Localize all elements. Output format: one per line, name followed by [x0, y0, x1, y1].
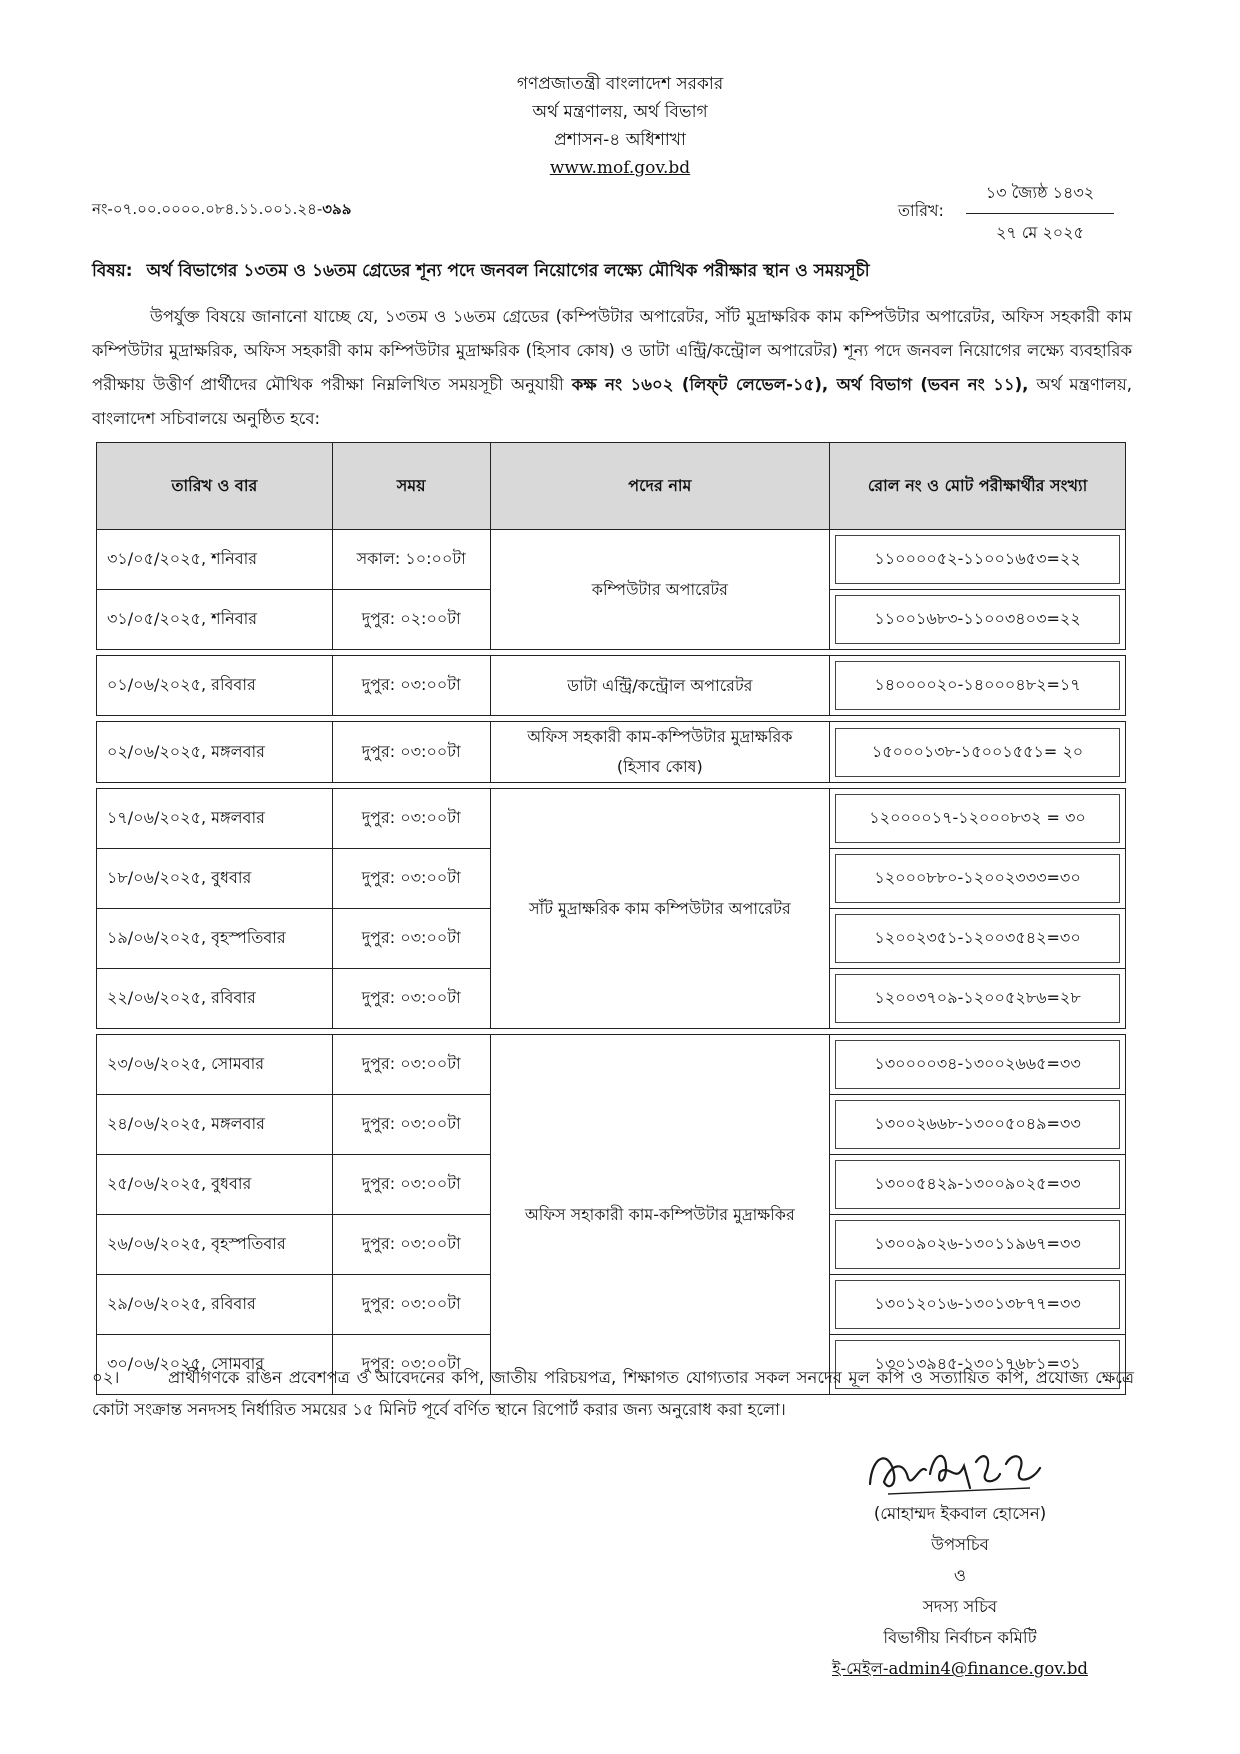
cell-date: ০১/০৬/২০২৫, রবিবার [97, 656, 333, 716]
cell-time: সকাল: ১০:০০টা [332, 530, 490, 590]
cell-time: দুপুর: ০৩:০০টা [332, 789, 490, 849]
table-row [97, 789, 1126, 849]
roll-range: ১২০০৩৭০৯-১২০০৫২৮৬=২৮ [835, 974, 1120, 1023]
cell-time: দুপুর: ০৩:০০টা [332, 656, 490, 716]
cell-roll [830, 722, 1126, 783]
note-paragraph [92, 1362, 1134, 1426]
roll-range: ১৩০০৫৪২৯-১৩০০৯০২৫=৩৩ [835, 1160, 1120, 1209]
roll-range: ১১০০১৬৮৩-১১০০৩৪০৩=২২ [835, 595, 1120, 644]
cell-time: দুপুর: ০৩:০০টা [332, 1095, 490, 1155]
roll-range: ১৪০০০০২০-১৪০০০৪৮২=১৭ [835, 661, 1120, 710]
government-name: গণপ্রজাতন্ত্রী বাংলাদেশ সরকার [516, 74, 724, 94]
cell-time: দুপুর: ০৩:০০টা [332, 1275, 490, 1335]
cell-roll [830, 656, 1126, 716]
cell-date: ৩০/০৬/২০২৫, সোমবার [97, 1335, 333, 1395]
signatory-title: উপসচিব [931, 1535, 989, 1554]
date-english: ২৭ মে ২০২৫ [996, 223, 1084, 242]
subject-label: বিষয়: [92, 261, 133, 281]
table-row [97, 722, 1126, 783]
table-row [97, 656, 1126, 716]
cell-time: দুপুর: ০৩:০০টা [332, 1155, 490, 1215]
body-tail: অর্থ মন্ত্রণালয়, বাংলাদেশ সচিবালয়ে অনুষ্ঠিত হবে: [92, 375, 1133, 428]
roll-range: ১৩০০০০৩৪-১৩০০২৬৬৫=৩৩ [835, 1040, 1120, 1089]
signatory-name: (মোহাম্মদ ইকবাল হোসেন) [873, 1504, 1047, 1523]
cell-date: ১৮/০৬/২০২৫, বুধবার [97, 849, 333, 909]
cell-roll [830, 590, 1126, 650]
venue-text: কক্ষ নং ১৬০২ (লিফ্‌ট লেভেল-১৫), অর্থ বিভাগ (ভবন নং ১১), [571, 375, 1029, 394]
cell-roll [830, 789, 1126, 849]
header-post: পদের নাম [490, 443, 830, 530]
roll-range: ১২০০০৮৮০-১২০০২৩৩৩=৩০ [835, 854, 1120, 903]
email-link[interactable]: ই-মেইল-admin4@finance.gov.bd [832, 1659, 1088, 1678]
cell-post: সাঁট মুদ্রাক্ষরিক কাম কম্পিউটার অপারেটর [490, 789, 830, 1029]
memo-serial: ৩৯৯ [322, 200, 352, 218]
cell-date: ২৬/০৬/২০২৫, বৃহস্পতিবার [97, 1215, 333, 1275]
cell-roll [830, 1215, 1126, 1275]
cell-date: ২৯/০৬/২০২৫, রবিবার [97, 1275, 333, 1335]
date-block [966, 180, 1114, 247]
header-time: সময় [332, 443, 490, 530]
note-number: ০২। [92, 1368, 120, 1387]
body-text: উপর্যুক্ত বিষয়ে জানানো যাচ্ছে যে, ১৩তম ও ১৬তম গ্রেডের (কম্পিউটার অপারেটর, সাঁট মুদ্রাক্ষরিক কাম কম্পিউটার অপারেটর, অফিস সহকারী কাম কম্পিউটার মুদ্রাক্ষরিক, অফিস সহকারী কাম কম্পিউটার মুদ্রাক্ষরিক (হিসাব কোষ) ও ডাটা এন্ট্রি/কন্ট্রোল অপারেটর) শূন্য পদে জনবল নিয়োগের লক্ষ্যে ব্যবহারিক পরীক্ষায় উত্তীর্ণ প্রার্থীদের মৌখিক পরীক্ষা নিম্নলিখিত সময়সূচী অনুযায়ী [92, 307, 1132, 394]
header-date: তারিখ ও বার [97, 443, 333, 530]
roll-range: ১২০০২৩৫১-১২০০৩৫৪২=৩০ [835, 914, 1120, 963]
cell-date: ২৪/০৬/২০২৫, মঙ্গলবার [97, 1095, 333, 1155]
signatory-role: সদস্য সচিব [922, 1597, 998, 1616]
cell-roll [830, 1035, 1126, 1095]
memo-prefix: নং-০৭.০০.০০০০.০৮৪.১১.০০১.২৪- [92, 200, 323, 218]
cell-date: ৩১/০৫/২০২৫, শনিবার [97, 530, 333, 590]
cell-time: দুপুর: ০৩:০০টা [332, 1215, 490, 1275]
signature-scribble [860, 1444, 1050, 1500]
cell-roll [830, 1155, 1126, 1215]
table-row [97, 530, 1126, 590]
cell-time: দুপুর: ০৩:০০টা [332, 849, 490, 909]
cell-roll [830, 909, 1126, 969]
cell-post: অফিস সহাকারী কাম-কম্পিউটার মুদ্রাক্ষকির [490, 1035, 830, 1395]
table-row [97, 1035, 1126, 1095]
cell-date: ১৭/০৬/২০২৫, মঙ্গলবার [97, 789, 333, 849]
cell-time: দুপুর: ০৩:০০টা [332, 1335, 490, 1395]
roll-range: ১৩০১৩৯৪৫-১৩০১৭৬৮১=৩১ [835, 1340, 1120, 1389]
cell-time: দুপুর: ০৩:০০টা [332, 722, 490, 783]
cell-time: দুপুর: ০২:০০টা [332, 590, 490, 650]
cell-roll [830, 1095, 1126, 1155]
wing-name: প্রশাসন-৪ অধিশাখা [554, 130, 686, 150]
date-label: তারিখ: [898, 201, 944, 220]
cell-date: ২২/০৬/২০২৫, রবিবার [97, 969, 333, 1029]
header-roll: রোল নং ও মোট পরীক্ষার্থীর সংখ্যা [830, 443, 1126, 530]
cell-post: অফিস সহকারী কাম-কম্পিউটার মুদ্রাক্ষরিক (হিসাব কোষ) [490, 722, 830, 783]
cell-date: ৩১/০৫/২০২৫, শনিবার [97, 590, 333, 650]
signature-block [800, 1498, 1120, 1684]
cell-date: ২৫/০৬/২০২৫, বুধবার [97, 1155, 333, 1215]
schedule-table [96, 442, 1126, 1395]
cell-roll [830, 530, 1126, 590]
cell-roll [830, 1275, 1126, 1335]
letterhead [0, 70, 1240, 182]
cell-time: দুপুর: ০৩:০০টা [332, 1035, 490, 1095]
ministry-name: অর্থ মন্ত্রণালয়, অর্থ বিভাগ [532, 102, 708, 122]
subject-line [92, 258, 1152, 286]
cell-date: ১৯/০৬/২০২৫, বৃহস্পতিবার [97, 909, 333, 969]
website-link[interactable]: www.mof.gov.bd [549, 158, 691, 178]
committee-name: বিভাগীয় নির্বাচন কমিটি [883, 1628, 1037, 1647]
body-paragraph [92, 300, 1132, 436]
signatory-and: ও [953, 1566, 967, 1585]
schedule-body [97, 530, 1126, 1395]
roll-range: ১৫০০০১৩৮-১৫০০১৫৫১= ২০ [835, 728, 1120, 777]
date-bangla: ১৩ জ্যৈষ্ঠ ১৪৩২ [966, 180, 1114, 214]
roll-range: ১৩০০৯০২৬-১৩০১১৯৬৭=৩৩ [835, 1220, 1120, 1269]
cell-roll [830, 849, 1126, 909]
cell-time: দুপুর: ০৩:০০টা [332, 969, 490, 1029]
cell-date: ২৩/০৬/২০২৫, সোমবার [97, 1035, 333, 1095]
subject-text: অর্থ বিভাগের ১৩তম ও ১৬তম গ্রেডের শূন্য পদে জনবল নিয়োগের লক্ষ্যে মৌখিক পরীক্ষার স্থান ও সময়সূচী [146, 261, 870, 281]
roll-range: ১৩০০২৬৬৮-১৩০০৫০৪৯=৩৩ [835, 1100, 1120, 1149]
cell-post: ডাটা এন্ট্রি/কন্ট্রোল অপারেটর [490, 656, 830, 716]
cell-date: ০২/০৬/২০২৫, মঙ্গলবার [97, 722, 333, 783]
roll-range: ১৩০১২০১৬-১৩০১৩৮৭৭=৩৩ [835, 1280, 1120, 1329]
roll-range: ১১০০০০৫২-১১০০১৬৫৩=২২ [835, 535, 1120, 584]
note-text: প্রার্থীগণকে রঙিন প্রবেশপত্র ও আবেদনের কপি, জাতীয় পরিচয়পত্র, শিক্ষাগত যোগ্যতার সকল সনদের মূল কপি ও সত্যায়িত কপি, প্রযোজ্য ক্ষেত্রে কোটা সংক্রান্ত সনদসহ নির্ধারিত সময়ের ১৫ মিনিট পূর্বে বর্ণিত স্থানে রিপোর্ট করার জন্য অনুরোধ করা হলো। [92, 1368, 1134, 1419]
signature-image [810, 1444, 1110, 1500]
table-header-row [97, 443, 1126, 530]
roll-range: ১২০০০০১৭-১২০০০৮৩২ = ৩০ [835, 794, 1120, 843]
memo-number [92, 198, 352, 223]
cell-time: দুপুর: ০৩:০০টা [332, 909, 490, 969]
cell-post: কম্পিউটার অপারেটর [490, 530, 830, 650]
cell-roll [830, 969, 1126, 1029]
